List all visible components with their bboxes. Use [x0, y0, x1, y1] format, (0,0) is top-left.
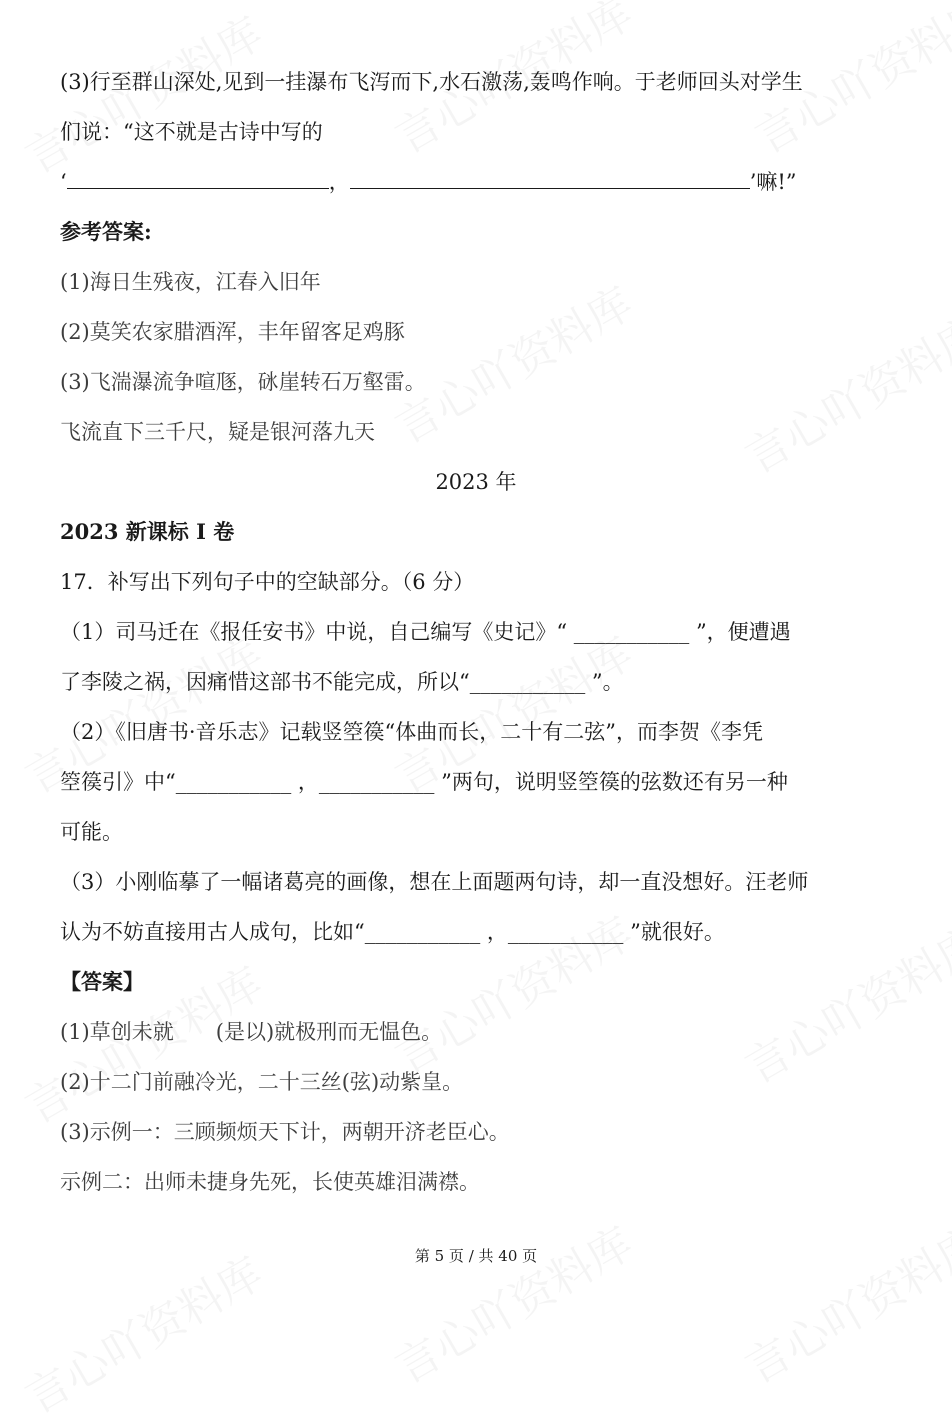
- question-part-1: （1）司马迁在《报任安书》中说，自己编写《史记》“ ___________ ”，便遭遇: [60, 620, 791, 644]
- answer-item: 示例二：出师未捷身先死，长使英雄泪满襟。: [60, 1170, 480, 1194]
- watermark: [382, 1208, 643, 1395]
- paper-title: 2023 新课标 I 卷: [60, 519, 235, 544]
- year-heading: 2023 年: [435, 470, 517, 494]
- answer-blank: [67, 170, 329, 189]
- answer-item: (2)莫笑农家腊酒浑，丰年留客足鸡豚: [60, 320, 405, 344]
- answer-item: (1)海日生残夜，江春入旧年: [60, 270, 321, 294]
- answer-item: 飞流直下三千尺，疑是银河落九天: [60, 420, 375, 444]
- question-part-2: 可能。: [60, 820, 123, 844]
- watermark: [732, 298, 952, 485]
- fill-in-blank-line: [60, 168, 797, 196]
- question-part-1: 了李陵之祸，因痛惜这部书不能完成，所以“___________ ”。: [60, 670, 624, 694]
- watermark: [732, 1208, 952, 1395]
- watermark: [12, 1238, 273, 1425]
- page-footer: 第 5 页 / 共 40 页: [414, 1247, 538, 1265]
- question-part-3: （3）小刚临摹了一幅诸葛亮的画像，想在上面题两句诗，却一直没想好。汪老师: [60, 870, 809, 894]
- question-stem: 17．补写出下列句子中的空缺部分。（6 分）: [60, 570, 475, 594]
- answer-item: (1)草创未就 (是以)就极刑而无愠色。: [60, 1020, 443, 1044]
- question-part-2: 箜篌引》中“___________ ，___________ ”两句，说明竖箜篌的弦数还有另一种: [60, 770, 788, 794]
- answer-item: (3)飞湍瀑流争喧豗，砯崖转石万壑雷。: [60, 370, 426, 394]
- question-part-2: （2）《旧唐书·音乐志》记载竖箜篌“体曲而长，二十有二弦”，而李贺《李凭: [60, 720, 764, 744]
- answer-item: (2)十二门前融冷光，二十三丝(弦)动紫皇。: [60, 1070, 464, 1094]
- comma: ，: [328, 170, 350, 194]
- open-quote: ‘: [60, 170, 67, 194]
- closing-text: ’嘛!”: [749, 170, 797, 194]
- question-text: (3)行至群山深处,见到一挂瀑布飞泻而下,水石激荡,轰鸣作响。于老师回头对学生: [60, 70, 803, 94]
- question-part-3: 认为不妨直接用古人成句，比如“___________ ，___________ ”就很好。: [60, 920, 725, 944]
- question-text: 们说：“这不就是古诗中写的: [60, 120, 323, 144]
- reference-answer-heading: 参考答案:: [60, 219, 152, 244]
- answer-blank: [350, 170, 750, 189]
- watermark: [732, 908, 952, 1095]
- answer-item: (3)示例一：三顾频烦天下计，两朝开济老臣心。: [60, 1120, 510, 1144]
- answer-heading: 【答案】: [60, 969, 144, 994]
- watermark: [382, 268, 643, 455]
